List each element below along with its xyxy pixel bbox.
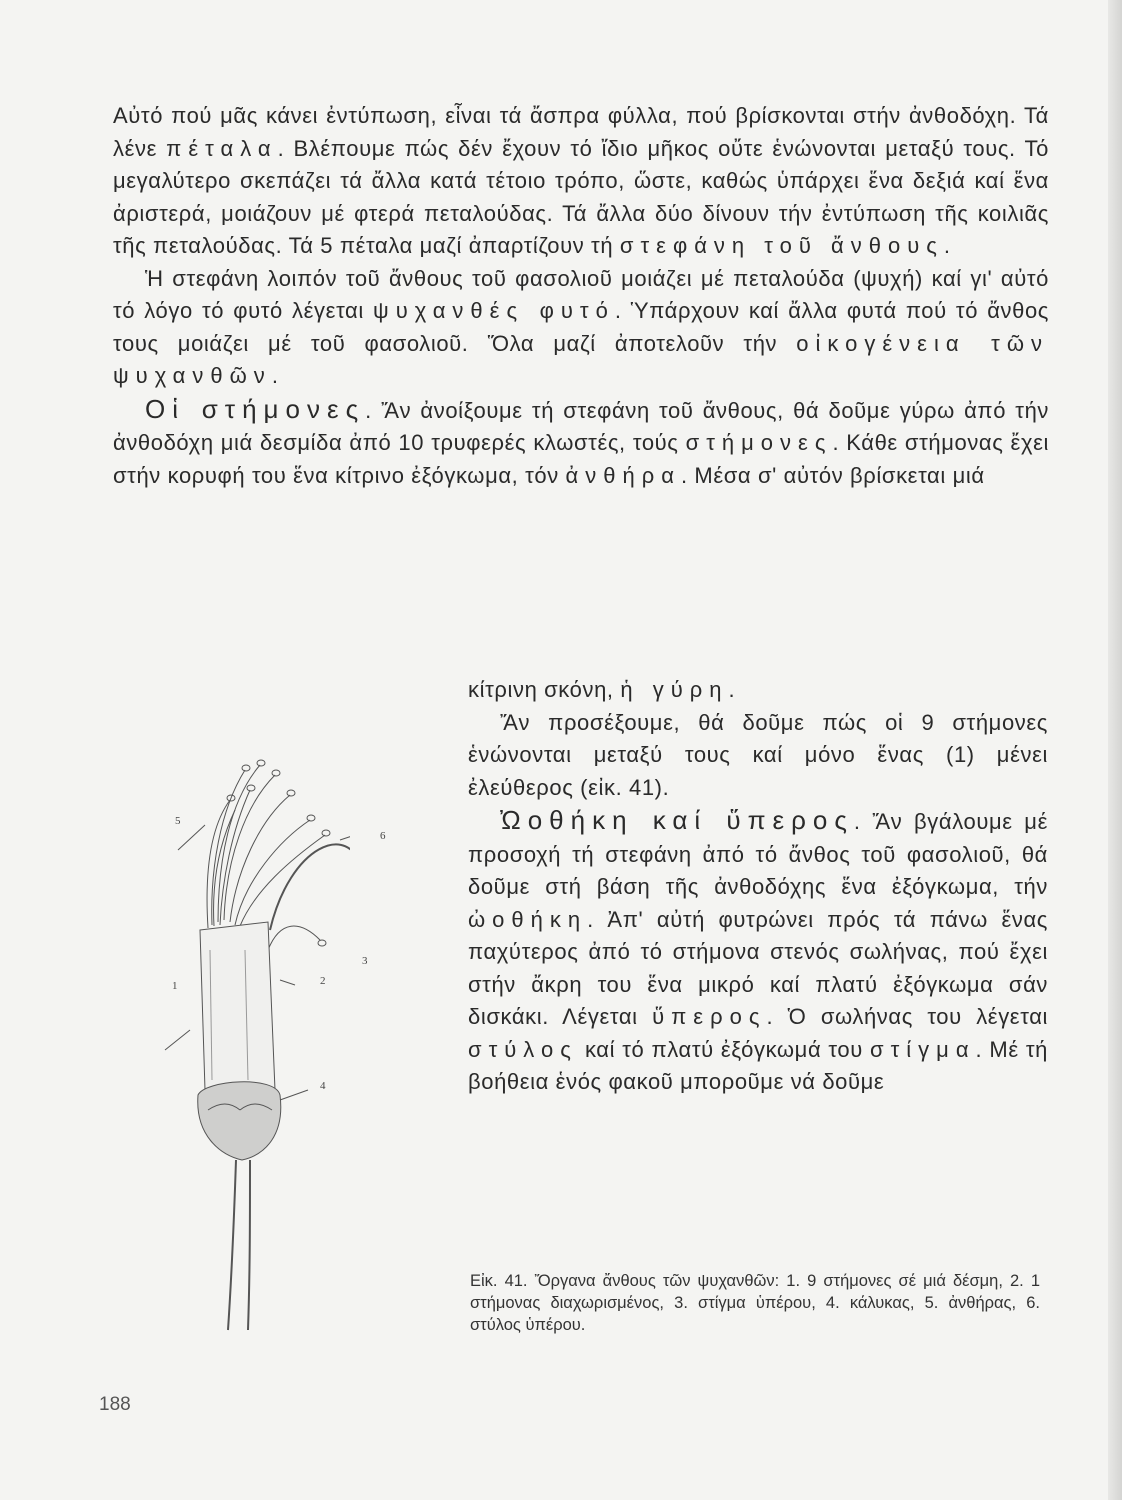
figure-label-1: 1 xyxy=(172,980,178,992)
paragraph-stamens xyxy=(113,393,1049,493)
text-run: . xyxy=(943,233,951,258)
term-style: στύλος xyxy=(468,1036,578,1062)
figure-label-3: 3 xyxy=(362,955,368,967)
text-run: . Μέσα σ' αὐτόν βρίσκεται μιά xyxy=(680,462,985,488)
text-run: . Ἄν ἀνοίξουμε τή στεφάνη τοῦ ἄνθους, θά δοῦμε γύρω ἀπό τήν ἀνθοδόχη μιά δεσμίδα ἀπό 10 τρυφερές κλωστές, τούς xyxy=(113,397,1050,455)
heading-stamens: Οἱ στήμονες xyxy=(145,393,366,424)
text-run: . Ὑπάρχουν καί ἄλλα φυτά πού τό ἄνθος τους μοιάζει μέ τοῦ φασολιοῦ. Ὅλα μαζί ἀποτελοῦν τήν xyxy=(113,298,1049,356)
main-text-side xyxy=(468,674,1048,1099)
text-run: . Ὁ σωλήνας του λέγεται xyxy=(766,1004,1048,1029)
paragraph-butterfly xyxy=(113,263,1049,393)
paragraph-nine-stamens: Ἄν προσέξουμε, θά δοῦμε πώς οἱ 9 στήμονες ἑνώνονται μεταξύ τους καί μόνο ἕνας (1) μένει ἐλεύθερος (εἰκ. 41). xyxy=(468,709,1048,800)
heading-ovary: Ὠοθήκη καί ὕπερος xyxy=(500,805,854,835)
text-run: . Κάθε στήμονας ἔχει στήν κορυφή του ἕνα κίτρινο ἐξόγκωμα, τόν xyxy=(113,430,1049,488)
page-edge xyxy=(1108,0,1122,1500)
figure-label-6: 6 xyxy=(380,830,386,842)
figure-label-4: 4 xyxy=(320,1080,326,1092)
figure-label-2: 2 xyxy=(320,975,326,987)
paragraph-petals xyxy=(113,100,1049,263)
text-run: . Βλέπουμε πώς δέν ἔχουν τό ἴδιο μῆκος οὔτε ἑνώνονται μεταξύ τους. Τό μεγαλύτερο σκεπάζει τά ἄλλα κατά τέτοιο τρόπο, ὥστε, καθώς ὑπάρχει ἕνα δεξιά καί ἕνα ἀριστερά, μοιάζουν μέ φτερά πεταλούδας. Τά ἄλλα δύο δίνουν τήν ἐντύπωση τῆς κοιλιᾶς τῆς πεταλούδας. Τά 5 πέταλα μαζί ἀπαρτίζουν τή xyxy=(113,135,1049,258)
paragraph-pollen xyxy=(468,674,1048,707)
text-run: Ἡ στεφάνη λοιπόν τοῦ ἄνθους τοῦ φασολιοῦ μοιάζει μέ πεταλούδα (ψυχή) καί γι' αὐτό τό λόγο τό φυτό λέγεται xyxy=(113,265,1049,323)
text-run: . xyxy=(728,677,736,702)
page-number: 188 xyxy=(99,1394,131,1415)
term-stigma: στίγμα xyxy=(869,1036,976,1062)
text-run: . Ἄν βγάλουμε μέ προσοχή τή στεφάνη ἀπό τό ἄνθος τοῦ φασολιοῦ, θά δοῦμε στή βάση τῆς ἀνθοδόχης ἕνα ἐξόγκωμα, τήν xyxy=(468,809,1048,899)
term-family: οἰκογένεια τῶν ψυχανθῶν xyxy=(113,330,1050,388)
figure-caption: Εἰκ. 41. Ὄργανα ἄνθους τῶν ψυχανθῶν: 1. 9 στήμονες σέ μιά δέσμη, 2. 1 στήμονας διαχωρισμένος, 3. στίγμα ὑπέρου, 4. κάλυκας, 5. ἀνθήρας, 6. στύλος ὑπέρου. xyxy=(470,1272,1040,1334)
flower-organs-figure xyxy=(150,750,386,1350)
text-run: . xyxy=(271,363,279,388)
term-petals: πέταλα xyxy=(166,135,278,161)
term-psychanthes: ψυχανθές φυτό xyxy=(373,298,615,323)
term-stamens: στήμονες xyxy=(685,430,833,455)
term-pollen: ἡ γύρη xyxy=(620,677,729,702)
figure-label-5: 5 xyxy=(175,815,181,827)
text-run: . Ἀπ' αὐτή φυτρώνει πρός τά πάνω ἕνας παχύτερος ἀπό τό στήμονα στενός σωλήνας, πού ἔχει στήν ἄκρη του ἕνα μικρό καί πλατύ ἐξόγκωμα σάν δισκάκι. Λέγεται xyxy=(468,906,1048,1029)
text-run: καί τό πλατύ ἐξόγκωμά του xyxy=(577,1036,870,1062)
flower-drawing xyxy=(150,750,350,1350)
term-pistil: ὕπερος xyxy=(652,1004,767,1029)
term-ovary: ὠοθήκη xyxy=(468,906,588,932)
text-run: Αὐτό πού μᾶς κάνει ἐντύπωση, εἶναι τά ἄσπρα φύλλα, πού βρίσκονται στήν ἀνθοδόχη. Τά λένε xyxy=(113,103,1049,161)
term-anther: ἀνθήρα xyxy=(565,462,681,488)
paragraph-ovary xyxy=(468,804,1048,1099)
text-run: κίτρινη σκόνη, xyxy=(468,677,621,702)
term-corolla: στεφάνη τοῦ ἄνθους xyxy=(619,233,944,258)
main-text-top xyxy=(113,100,1049,492)
text-run: . Μέ τή βοήθεια ἑνός φακοῦ μποροῦμε νά δοῦμε xyxy=(468,1036,1048,1094)
